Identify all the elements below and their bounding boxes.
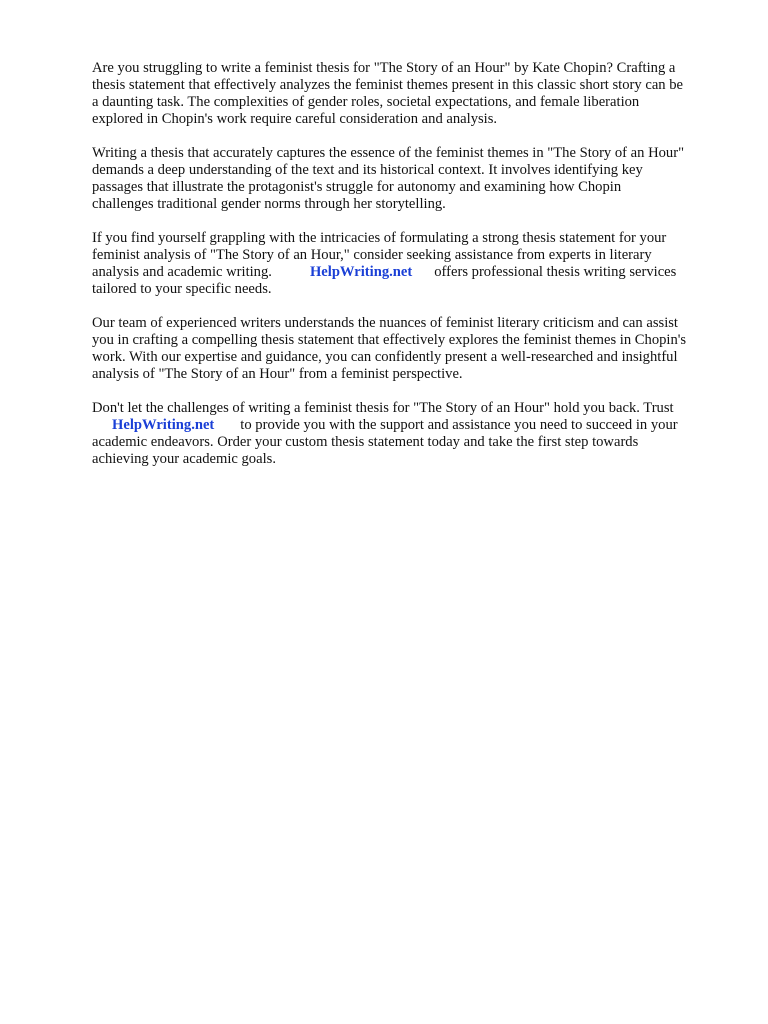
text-segment: offers professional thesis writing services — [434, 264, 677, 280]
text-line: Our team of experienced writers understands the nuances of feminist literary criticism and can assist — [92, 315, 678, 331]
text-line: passages that illustrate the protagonist's struggle for autonomy and examining how Chopin — [92, 179, 622, 195]
text-line: Writing a thesis that accurately captures the essence of the feminist themes in "The Story of an Hour" — [92, 145, 685, 161]
text-line: explored in Chopin's work require careful consideration and analysis. — [92, 111, 498, 127]
text-line-with-link — [92, 417, 732, 434]
paragraph-closing — [92, 400, 732, 468]
helpwriting-link[interactable]: HelpWriting.net — [309, 264, 413, 280]
text-line: demands a deep understanding of the text and its historical context. It involves identifying key — [92, 162, 643, 178]
text-line: work. With our expertise and guidance, you can confidently present a well-researched and insightful — [92, 349, 678, 365]
text-line: achieving your academic goals. — [92, 451, 276, 467]
text-line: If you find yourself grappling with the intricacies of formulating a strong thesis statement for your — [92, 230, 667, 246]
text-line: tailored to your specific needs. — [92, 281, 272, 297]
text-line-with-link — [92, 264, 732, 281]
text-line: Don't let the challenges of writing a feminist thesis for "The Story of an Hour" hold you back. Trust — [92, 400, 674, 416]
text-segment: analysis and academic writing. — [92, 264, 272, 280]
text-line: a daunting task. The complexities of gender roles, societal expectations, and female liberation — [92, 94, 640, 110]
paragraph-thesis-essence — [92, 145, 732, 213]
text-line: academic endeavors. Order your custom thesis statement today and take the first step towards — [92, 434, 639, 450]
paragraph-seek-assistance — [92, 230, 732, 298]
helpwriting-link[interactable]: HelpWriting.net — [112, 417, 215, 433]
text-segment: to provide you with the support and assistance you need to succeed in your — [240, 417, 678, 433]
document-body — [92, 60, 732, 485]
text-line: you in crafting a compelling thesis statement that effectively explores the feminist themes in Chopin's — [92, 332, 687, 348]
text-line: thesis statement that effectively analyzes the feminist themes present in this classic short story can be — [92, 77, 684, 93]
text-line: feminist analysis of "The Story of an Hour," consider seeking assistance from experts in literary — [92, 247, 652, 263]
text-line: analysis of "The Story of an Hour" from a feminist perspective. — [92, 366, 463, 382]
paragraph-intro — [92, 60, 732, 128]
text-line: challenges traditional gender norms through her storytelling. — [92, 196, 446, 212]
text-line: Are you struggling to write a feminist thesis for "The Story of an Hour" by Kate Chopin? Crafting a — [92, 60, 676, 76]
paragraph-team — [92, 315, 732, 383]
